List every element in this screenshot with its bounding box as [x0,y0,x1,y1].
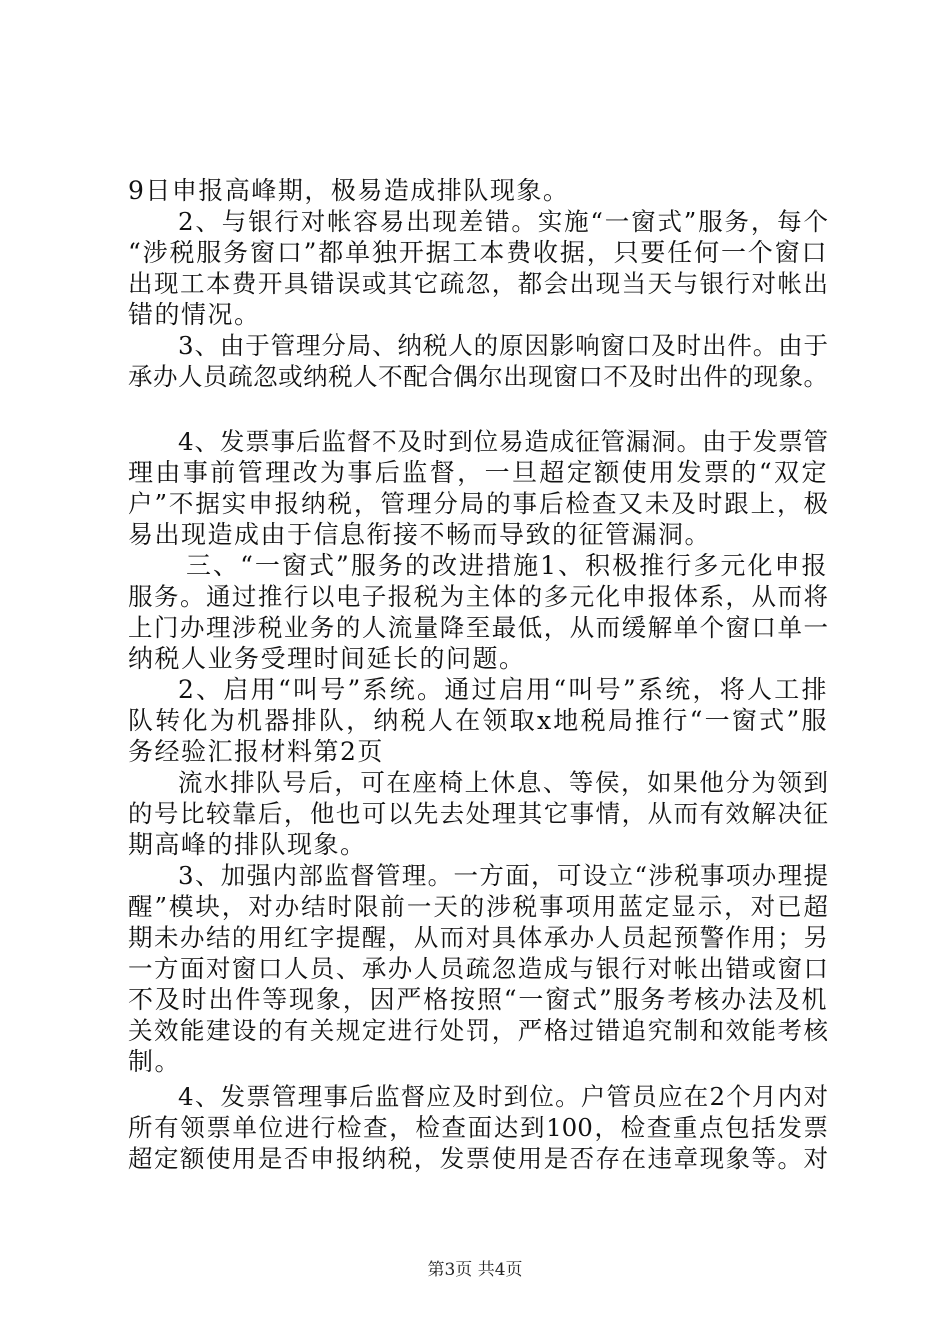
text-line: 3、由于管理分局、纳税人的原因影响窗口及时出件。由于 [178,331,828,360]
text-line: 务经验汇报材料第2页 [128,737,384,766]
text-line: 队转化为机器排队，纳税人在领取x地税局推行“一窗式”服 [128,706,828,735]
page-number-footer: 第3页 共4页 [427,1260,523,1280]
text-line: 3、加强内部监督管理。一方面，可设立“涉税事项办理提 [178,861,828,890]
text-line: 超定额使用是否申报纳税，发票使用是否存在违章现象等。对 [128,1144,828,1173]
text-line: 户”不据实申报纳税，管理分局的事后检查又未及时跟上，极 [128,489,828,518]
text-line: 4、发票事后监督不及时到位易造成征管漏洞。由于发票管 [178,427,828,456]
text-line: 的号比较靠后，他也可以先去处理其它事情，从而有效解决征 [128,799,828,828]
text-line: 服务。通过推行以电子报税为主体的多元化申报体系，从而将 [128,582,828,611]
text-line: 制。 [128,1047,182,1076]
text-line: 错的情况。 [128,300,261,329]
text-line: 9日申报高峰期，极易造成排队现象。 [128,176,570,205]
text-line: 期未办结的用红字提醒，从而对具体承办人员起预警作用；另 [128,923,828,952]
text-line: 一方面对窗口人员、承办人员疏忽造成与银行对帐出错或窗口 [128,954,828,983]
text-line: 不及时出件等现象，因严格按照“一窗式”服务考核办法及机 [128,985,828,1014]
text-line: 理由事前管理改为事后监督，一旦超定额使用发票的“双定 [128,458,828,487]
text-line: “涉税服务窗口”都单独开据工本费收据，只要任何一个窗口 [128,238,828,267]
text-line: 期高峰的排队现象。 [128,830,367,859]
text-line: 2、启用“叫号”系统。通过启用“叫号”系统，将人工排 [178,675,828,704]
text-line: 关效能建设的有关规定进行处罚，严格过错追究制和效能考核 [128,1016,828,1045]
text-line: 易出现造成由于信息衔接不畅而导致的征管漏洞。 [128,520,712,549]
text-line: 2、与银行对帐容易出现差错。实施“一窗式”服务，每个 [178,207,828,236]
text-line: 三、“一窗式”服务的改进措施1、积极推行多元化申报 [186,551,828,580]
text-line: 上门办理涉税业务的人流量降至最低，从而缓解单个窗口单一 [128,613,828,642]
text-line: 4、发票管理事后监督应及时到位。户管员应在2个月内对 [178,1082,828,1111]
text-line: 承办人员疏忽或纳税人不配合偶尔出现窗口不及时出件的现象。 [128,362,828,391]
text-line: 流水排队号后，可在座椅上休息、等侯，如果他分为领到 [178,768,828,797]
text-line: 醒”模块，对办结时限前一天的涉税事项用蓝定显示，对已超 [128,892,828,921]
text-line: 所有领票单位进行检查，检查面达到100，检查重点包括发票 [128,1113,828,1142]
text-line: 出现工本费开具错误或其它疏忽，都会出现当天与银行对帐出 [128,269,828,298]
text-line: 纳税人业务受理时间延长的问题。 [128,644,526,673]
